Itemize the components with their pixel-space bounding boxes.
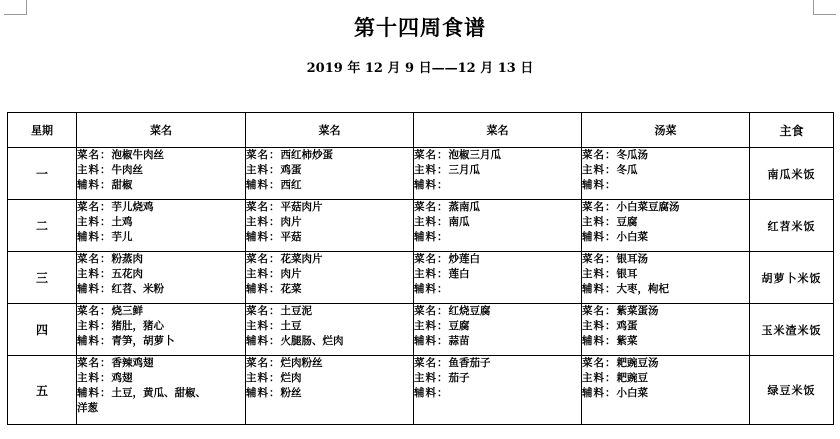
aux-ingredient-label: 辅料： [77,231,112,243]
aux-ingredient-label: 辅料： [414,231,449,243]
main-ingredient-line [77,371,245,386]
soup-cell [582,148,750,200]
main-ingredient-line [414,267,581,282]
aux-ingredient-line [77,386,245,401]
main-ingredient-label: 主料： [77,216,112,228]
aux-ingredient-label: 辅料： [246,335,281,347]
main-ingredient-line [582,267,749,282]
dish-name-line [414,356,581,371]
main-ingredient-line [246,267,413,282]
dish-name-line [414,148,581,163]
main-ingredient-value: 肉片 [280,216,302,228]
dish-name-value: 紫菜蛋汤 [616,305,659,317]
table-row [8,304,834,356]
main-ingredient-label: 主料： [414,164,449,176]
aux-ingredient-line [582,230,749,245]
dish-name-line [246,148,413,163]
dish-name-line [414,200,581,215]
header-dish-2: 菜名 [246,113,414,148]
main-ingredient-label: 主料： [77,372,112,384]
main-ingredient-line [77,163,245,178]
main-ingredient-label: 主料： [77,320,112,332]
main-ingredient-value: 豆腐 [616,216,638,228]
main-ingredient-line [246,215,413,230]
dish-name-line [582,200,749,215]
dish-name-value: 芋儿烧鸡 [111,201,154,213]
main-ingredient-label: 主料： [77,164,112,176]
main-ingredient-line [582,163,749,178]
soup-cell [582,356,750,425]
aux-ingredient-value: 甜椒 [111,179,133,191]
main-ingredient-line [77,319,245,334]
aux-ingredient-label: 辅料： [246,231,281,243]
dish-name-value: 耙豌豆汤 [616,357,659,369]
main-ingredient-value: 牛肉丝 [111,164,143,176]
dish-name-line [77,356,245,371]
dish-cell [246,148,414,200]
aux-ingredient-line [246,334,413,349]
main-ingredient-line [246,319,413,334]
aux-ingredient-value: 花菜 [280,283,302,295]
weekday-cell: 三 [8,252,77,304]
main-ingredient-label: 主料： [582,216,617,228]
main-ingredient-value: 鸡蛋 [616,320,638,332]
aux-ingredient-value: 红苕、米粉 [111,283,164,295]
main-ingredient-value: 豆腐 [448,320,470,332]
dish-name-line [246,200,413,215]
weekday-cell: 一 [8,148,77,200]
main-ingredient-value: 耙豌豆 [616,372,648,384]
main-ingredient-label: 主料： [414,216,449,228]
header-day: 星期 [8,113,77,148]
dish-name-value: 西红柿炒蛋 [280,149,333,161]
main-ingredient-label: 主料： [414,268,449,280]
dish-name-value: 泡椒三月瓜 [448,149,501,161]
dish-name-line [582,148,749,163]
date-range: 2019 年 12 月 9 日——12 月 13 日 [306,61,534,76]
aux-ingredient-value: 紫菜 [616,335,638,347]
table-row [8,356,834,425]
dish-cell [77,356,246,425]
dish-name-value: 小白菜豆腐汤 [616,201,680,213]
aux-ingredient-label: 辅料： [77,335,112,347]
aux-ingredient-label: 辅料： [414,179,449,191]
dish-name-label: 菜名： [77,201,112,213]
aux-ingredient-value: 土豆，黄瓜、甜椒、 [111,387,206,399]
main-ingredient-line [414,163,581,178]
aux-ingredient-value: 平菇 [280,231,302,243]
dish-name-value: 红烧豆腐 [448,305,491,317]
dish-name-label: 菜名： [246,201,281,213]
dish-name-label: 菜名： [582,149,617,161]
main-ingredient-value: 烂肉 [280,372,302,384]
dish-name-line [582,252,749,267]
dish-name-line [77,200,245,215]
aux-ingredient-value: 蒜苗 [448,335,470,347]
dish-name-label: 菜名： [246,357,281,369]
staple-cell: 南瓜米饭 [750,148,834,200]
dish-name-label: 菜名： [414,201,449,213]
dish-name-value: 香辣鸡翅 [111,357,154,369]
aux-ingredient-line [246,282,413,297]
dish-name-label: 菜名： [414,305,449,317]
dish-cell [414,356,582,425]
aux-ingredient-value: 火腿肠、烂肉 [280,335,344,347]
dish-name-line [582,304,749,319]
aux-ingredient-label: 辅料： [414,335,449,347]
page-title: 第十四周食谱 [354,15,486,40]
main-ingredient-label: 主料： [414,320,449,332]
aux-ingredient-line [414,282,581,297]
dish-cell [246,356,414,425]
dish-name-value: 花菜肉片 [280,253,323,265]
staple-cell: 胡萝卜米饭 [750,252,834,304]
aux-ingredient-line [414,386,581,401]
main-ingredient-label: 主料： [77,268,112,280]
dish-cell [77,304,246,356]
main-ingredient-line [77,267,245,282]
main-ingredient-label: 主料： [246,320,281,332]
aux-ingredient-label: 辅料： [582,231,617,243]
aux-ingredient-label: 辅料： [246,283,281,295]
dish-name-line [246,356,413,371]
aux-ingredient-line [582,386,749,401]
dish-name-label: 菜名： [246,253,281,265]
dish-name-line [77,304,245,319]
dish-name-value: 冬瓜汤 [616,149,648,161]
aux-ingredient-line [414,178,581,193]
main-ingredient-value: 茄子 [448,372,470,384]
aux-ingredient-label: 辅料： [414,283,449,295]
dish-name-label: 菜名： [582,357,617,369]
dish-name-value: 鱼香茄子 [448,357,491,369]
main-ingredient-label: 主料： [246,164,281,176]
dish-name-value: 烂肉粉丝 [280,357,323,369]
aux-ingredient-value: 粉丝 [280,387,302,399]
aux-ingredient-line [77,282,245,297]
main-ingredient-value: 鸡蛋 [280,164,302,176]
main-ingredient-label: 主料： [246,372,281,384]
dish-cell [414,200,582,252]
main-ingredient-label: 主料： [582,372,617,384]
weekday-cell: 五 [8,356,77,425]
header-dish-1: 菜名 [77,113,246,148]
aux-ingredient-line [246,178,413,193]
dish-name-label: 菜名： [582,201,617,213]
main-ingredient-value: 三月瓜 [448,164,480,176]
dish-cell [246,200,414,252]
dish-cell [414,252,582,304]
main-ingredient-line [77,215,245,230]
dish-name-label: 菜名： [77,357,112,369]
header-dish-3: 菜名 [414,113,582,148]
aux-ingredient-line [246,230,413,245]
header-staple: 主食 [750,113,834,148]
aux-ingredient-value: 小白菜 [616,387,648,399]
aux-ingredient-line [582,178,749,193]
weekday-cell: 二 [8,200,77,252]
main-ingredient-value: 猪肚，猪心 [111,320,164,332]
soup-cell [582,200,750,252]
main-ingredient-line [246,163,413,178]
aux-ingredient-label: 辅料： [77,387,112,399]
dish-name-value: 烧三鲜 [111,305,143,317]
main-ingredient-line [582,371,749,386]
aux-ingredient-line [582,282,749,297]
soup-cell [582,304,750,356]
dish-cell [414,304,582,356]
aux-ingredient-line [77,178,245,193]
dish-name-label: 菜名： [77,305,112,317]
dish-name-line [77,148,245,163]
table-header-row [8,113,834,148]
aux-ingredient-line [582,334,749,349]
main-ingredient-value: 土豆 [280,320,302,332]
dish-name-value: 粉蒸肉 [111,253,143,265]
aux-ingredient-label: 辅料： [414,387,449,399]
dish-cell [77,200,246,252]
aux-ingredient-label: 辅料： [582,335,617,347]
dish-name-value: 炒莲白 [448,253,480,265]
header-soup: 汤菜 [582,113,750,148]
dish-name-value: 泡椒牛肉丝 [111,149,164,161]
aux-ingredient-value: 大枣，枸杞 [616,283,669,295]
dish-cell [246,252,414,304]
aux-ingredient-label: 辅料： [246,387,281,399]
main-ingredient-value: 南瓜 [448,216,470,228]
dish-name-line [77,252,245,267]
soup-cell [582,252,750,304]
staple-cell: 玉米渣米饭 [750,304,834,356]
aux-ingredient-value: 西红 [280,179,302,191]
dish-cell [77,252,246,304]
dish-name-label: 菜名： [582,253,617,265]
dish-name-value: 土豆泥 [280,305,312,317]
main-ingredient-value: 冬瓜 [616,164,638,176]
menu-table [7,112,834,425]
main-ingredient-value: 肉片 [280,268,302,280]
aux-ingredient-value: 小白菜 [616,231,648,243]
aux-ingredient-line [414,334,581,349]
main-ingredient-line [582,319,749,334]
dish-name-label: 菜名： [414,357,449,369]
main-ingredient-line [246,371,413,386]
aux-ingredient-value: 青笋，胡萝卜 [111,335,175,347]
dish-name-value: 银耳汤 [616,253,648,265]
aux-ingredient-label: 辅料： [582,179,617,191]
staple-cell: 红苕米饭 [750,200,834,252]
aux-ingredient-line [77,334,245,349]
main-ingredient-line [414,319,581,334]
aux-ingredient-label: 辅料： [582,283,617,295]
main-ingredient-value: 银耳 [616,268,638,280]
main-ingredient-label: 主料： [582,320,617,332]
dish-name-line [582,356,749,371]
aux-ingredient-label: 辅料： [77,283,112,295]
dish-name-line [246,304,413,319]
main-ingredient-value: 莲白 [448,268,470,280]
aux-ingredient-continuation: 洋葱 [77,402,98,414]
main-ingredient-value: 五花肉 [111,268,143,280]
table-row [8,252,834,304]
dish-name-line [246,252,413,267]
main-ingredient-label: 主料： [246,216,281,228]
aux-ingredient-label: 辅料： [246,179,281,191]
dish-name-value: 蒸南瓜 [448,201,480,213]
dish-name-label: 菜名： [246,305,281,317]
table-row [8,148,834,200]
dish-name-label: 菜名： [246,149,281,161]
aux-ingredient-line [77,230,245,245]
main-ingredient-label: 主料： [582,268,617,280]
main-ingredient-label: 主料： [246,268,281,280]
dish-name-line [414,304,581,319]
dish-name-label: 菜名： [77,149,112,161]
aux-ingredient-value: 芋儿 [111,231,133,243]
main-ingredient-line [414,371,581,386]
aux-ingredient-line [246,386,413,401]
aux-ingredient-line [414,230,581,245]
dish-name-label: 菜名： [414,253,449,265]
dish-name-line [414,252,581,267]
dish-name-value: 平菇肉片 [280,201,323,213]
dish-cell [246,304,414,356]
dish-name-label: 菜名： [414,149,449,161]
staple-cell: 绿豆米饭 [750,356,834,425]
dish-name-label: 菜名： [77,253,112,265]
main-ingredient-value: 鸡翅 [111,372,133,384]
main-ingredient-line [582,215,749,230]
dish-name-label: 菜名： [582,305,617,317]
weekday-cell: 四 [8,304,77,356]
aux-ingredient-label: 辅料： [77,179,112,191]
dish-cell [414,148,582,200]
main-ingredient-line [414,215,581,230]
main-ingredient-label: 主料： [414,372,449,384]
aux-ingredient-label: 辅料： [582,387,617,399]
main-ingredient-value: 土鸡 [111,216,133,228]
table-row [8,200,834,252]
dish-cell [77,148,246,200]
main-ingredient-label: 主料： [582,164,617,176]
